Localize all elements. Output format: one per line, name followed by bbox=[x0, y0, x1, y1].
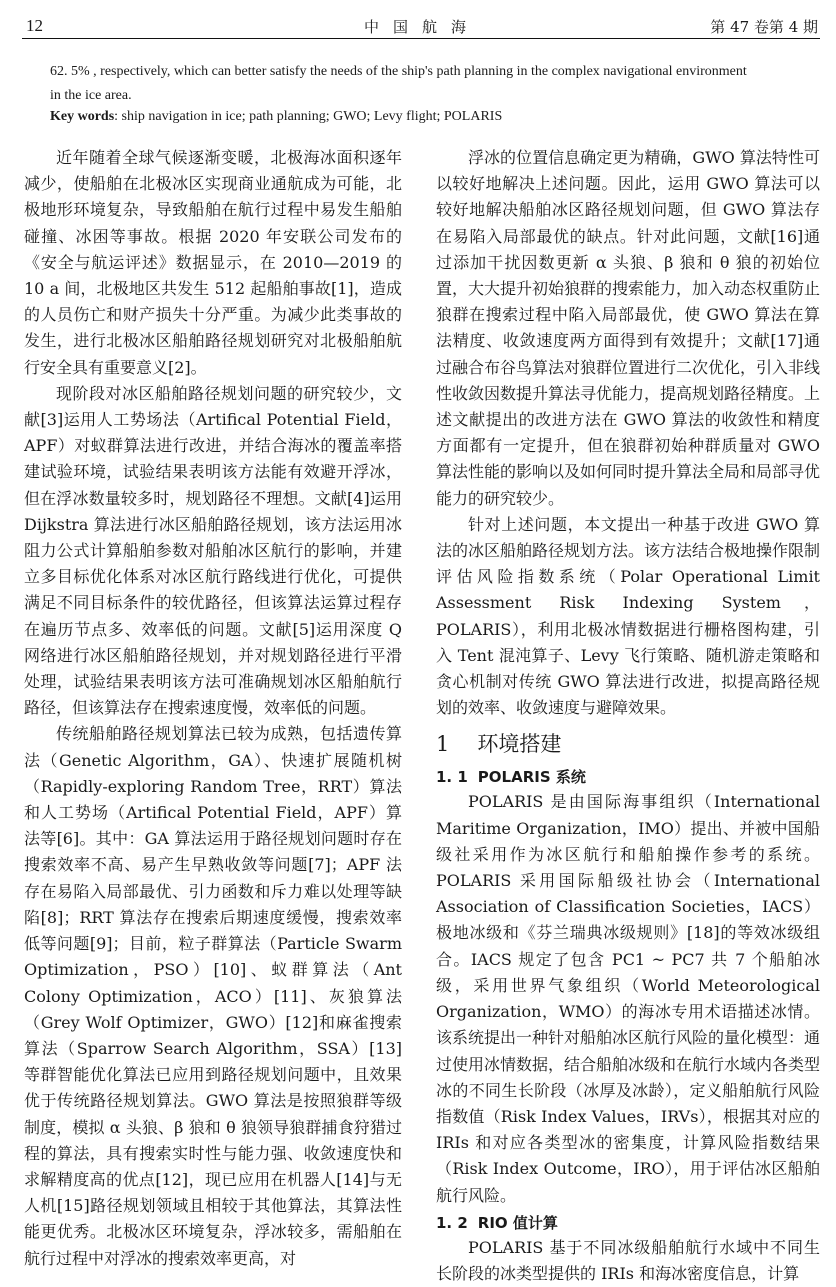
english-abstract-tail bbox=[50, 60, 806, 108]
subsection-number: 1. 2 bbox=[436, 1213, 468, 1232]
paragraph: 近年随着全球气候逐渐变暖，北极海冰面积逐年减少，使船舶在北极冰区实现商业通航成为可能，北极地形环境复杂，导致船舶在航行过程中易发生船舶碰撞、冰困等事故。根据 2020 年安联公司发布的《安全与航运评述》数据显示，在 2010—2019 的 10 a 间，北极地区共发生 512 起船舶事故[1]，造成的人员伤亡和财产损失十分严重。为减少此类事故的发生，进行北极冰区船舶路径规划研究对北极船舶航行安全具有重要意义[2]。 bbox=[24, 148, 402, 377]
subsection-title: POLARIS 系统 bbox=[477, 768, 586, 787]
subsection-heading bbox=[436, 765, 820, 789]
page-number: 12 bbox=[26, 16, 43, 35]
paragraph: 浮冰的位置信息确定更为精确，GWO 算法特性可以较好地解决上述问题。因此，运用 GWO 算法可以较好地解决船舶冰区路径规划问题，但 GWO 算法存在易陷入局部最优的缺点。针对此问题，文献[16]通过添加干扰因数更新 α 头狼、β 狼和 θ 狼的初始位置，大大提升初始狼群的搜索能力，加入动态权重防止狼群在搜索过程中陷入局部最优，使 GWO 算法在算法精度、收敛速度两方面得到有效提升；文献[17]通过融合布谷鸟算法对狼群位置进行二次优化，引入非线性收敛因数提升算法寻优能力，提高规划路径精度。上述文献提出的改进方法在 GWO 算法的收敛性和精度方面都有一定提升，但在狼群初始种群质量对 GWO 算法性能的影响以及如何同时提升算法全局和局部寻优能力的研究较少。 bbox=[436, 148, 821, 508]
section-number: 1 bbox=[436, 732, 450, 757]
keywords bbox=[50, 106, 806, 128]
abstract-line-1: 62. 5% , respectively, which can better satisfy the needs of the ship's path planning in the complex navigational environment bbox=[50, 64, 747, 79]
page-header bbox=[26, 12, 818, 38]
subsection-title: RIO 值计算 bbox=[477, 1213, 558, 1232]
paragraph: 传统船舶路径规划算法已较为成熟，包括遗传算法（Genetic Algorithm，GA）、快速扩展随机树（Rapidly-exploring Random Tree，RRT）算法和人工势场（Artifical Potential Field，APF）算法等[6]。其中：GA 算法运用于路径规划问题时存在搜索效率不高、易产生早熟收敛等问题[7]；APF 法存在易陷入局部最优、引力函数和斥力难以处理等缺陷[8]；RRT 算法存在搜索后期速度缓慢，搜索效率低等问题[9]；目前，粒子群算法（Particle Swarm Optimization，PSO）[10]、蚁群算法（Ant Colony Optimization，ACO）[11]、灰狼算法（Grey Wolf Optimizer，GWO）[12]和麻雀搜索算法（Sparrow Search Algorithm，SSA）[13]等群智能优化算法已应用到路径规划问题中，且效果优于传统路径规划算法。GWO 算法是按照狼群等级制度，模拟 α 头狼、β 狼和 θ 狼领导狼群捕食狩猎过程的算法，具有搜索实时性与能力强、收敛速度快和求解精度高的优点[12]，现已应用在机器人[14]与无人机[15]路径规划领域且相较于其他算法，其算法性能更优秀。北极冰区环境复杂，浮冰较多，需船舶在航行过程中对浮冰的搜索效率更高，对 bbox=[24, 724, 402, 1268]
paragraph: POLARIS 是由国际海事组织（International Maritime Organization，IMO）提出、并被中国船级社采用作为冰区航行和船舶操作参考的系统。POLARIS 采用国际船级社协会（International Association of Classification Societies，IACS）极地冰级和《芬兰瑞典冰级规则》[18]的等效冰级组合。IACS 规定了包含 PC1 ~ PC7 共 7 个船舶冰级，采用世界气象组织（World Meteorological Organization，WMO）的海冰专用术语描述冰情。该系统提出一种针对船舶冰区航行风险的量化模型：通过使用冰情数据，结合船舶冰级和在航行水域内各类型冰的不同生长阶段（冰厚及冰龄），定义船舶航行风险指数值（Risk Index Values，IRVs），根据其对应的 IRIs 和对应各类型冰的密集度，计算风险指数结果（Risk Index Outcome，IRO），用于评估冰区船舶航行风险。 bbox=[436, 792, 821, 1205]
paragraph: 现阶段对冰区船舶路径规划问题的研究较少，文献[3]运用人工势场法（Artifical Potential Field，APF）对蚁群算法进行改进，并结合海冰的覆盖率搭建试验环境，试验结果表明该方法能有效避开浮冰，但在浮冰数量较多时，规划路径不理想。文献[4]运用 Dijkstra 算法进行冰区船舶路径规划，该方法运用冰阻力公式计算船舶参数对船舶冰区航行的影响，并建立多目标优化体系对冰区航行路线进行优化，可提供满足不同目标条件的较优路径，但该算法运算过程存在遍历节点多、效率低的问题。文献[5]运用深度 Q 网络进行冰区船舶路径规划，并对规划路径进行平滑处理，试验结果表明该方法可准确规划冰区船舶航行路径，但该算法存在搜索速度慢，效率低的问题。 bbox=[24, 383, 402, 718]
journal-name: 中国航海 bbox=[363, 18, 480, 36]
header-rule bbox=[22, 38, 820, 39]
right-column bbox=[436, 145, 820, 1287]
volume-issue: 第 47 卷第 4 期 bbox=[710, 18, 818, 36]
section-title: 环境搭建 bbox=[477, 732, 562, 757]
paragraph: POLARIS 基于不同冰级船舶航行水域中不同生长阶段的冰类型提供的 IRIs 和海冰密度信息，计算 bbox=[436, 1237, 820, 1283]
subsection-heading bbox=[436, 1211, 820, 1235]
left-column bbox=[24, 145, 402, 1272]
paragraph: 针对上述问题，本文提出一种基于改进 GWO 算法的冰区船舶路径规划方法。该方法结合极地操作限制评估风险指数系统（Polar Operational Limit Assessment Risk Indexing System，POLARIS），利用北极冰情数据进行栅格图构建，引入 Tent 混沌算子、Levy 飞行策略、随机游走策略和贪心机制对传统 GWO 算法进行改进，拟提高路径规划的效率、收敛速度与避障效果。 bbox=[436, 514, 821, 718]
abstract-line-2: in the ice area. bbox=[50, 88, 132, 103]
section-heading bbox=[436, 729, 820, 759]
keywords-text: : ship navigation in ice; path planning; GWO; Levy flight; POLARIS bbox=[114, 109, 503, 124]
keywords-label: Key words bbox=[50, 109, 115, 124]
subsection-number: 1. 1 bbox=[436, 768, 468, 787]
